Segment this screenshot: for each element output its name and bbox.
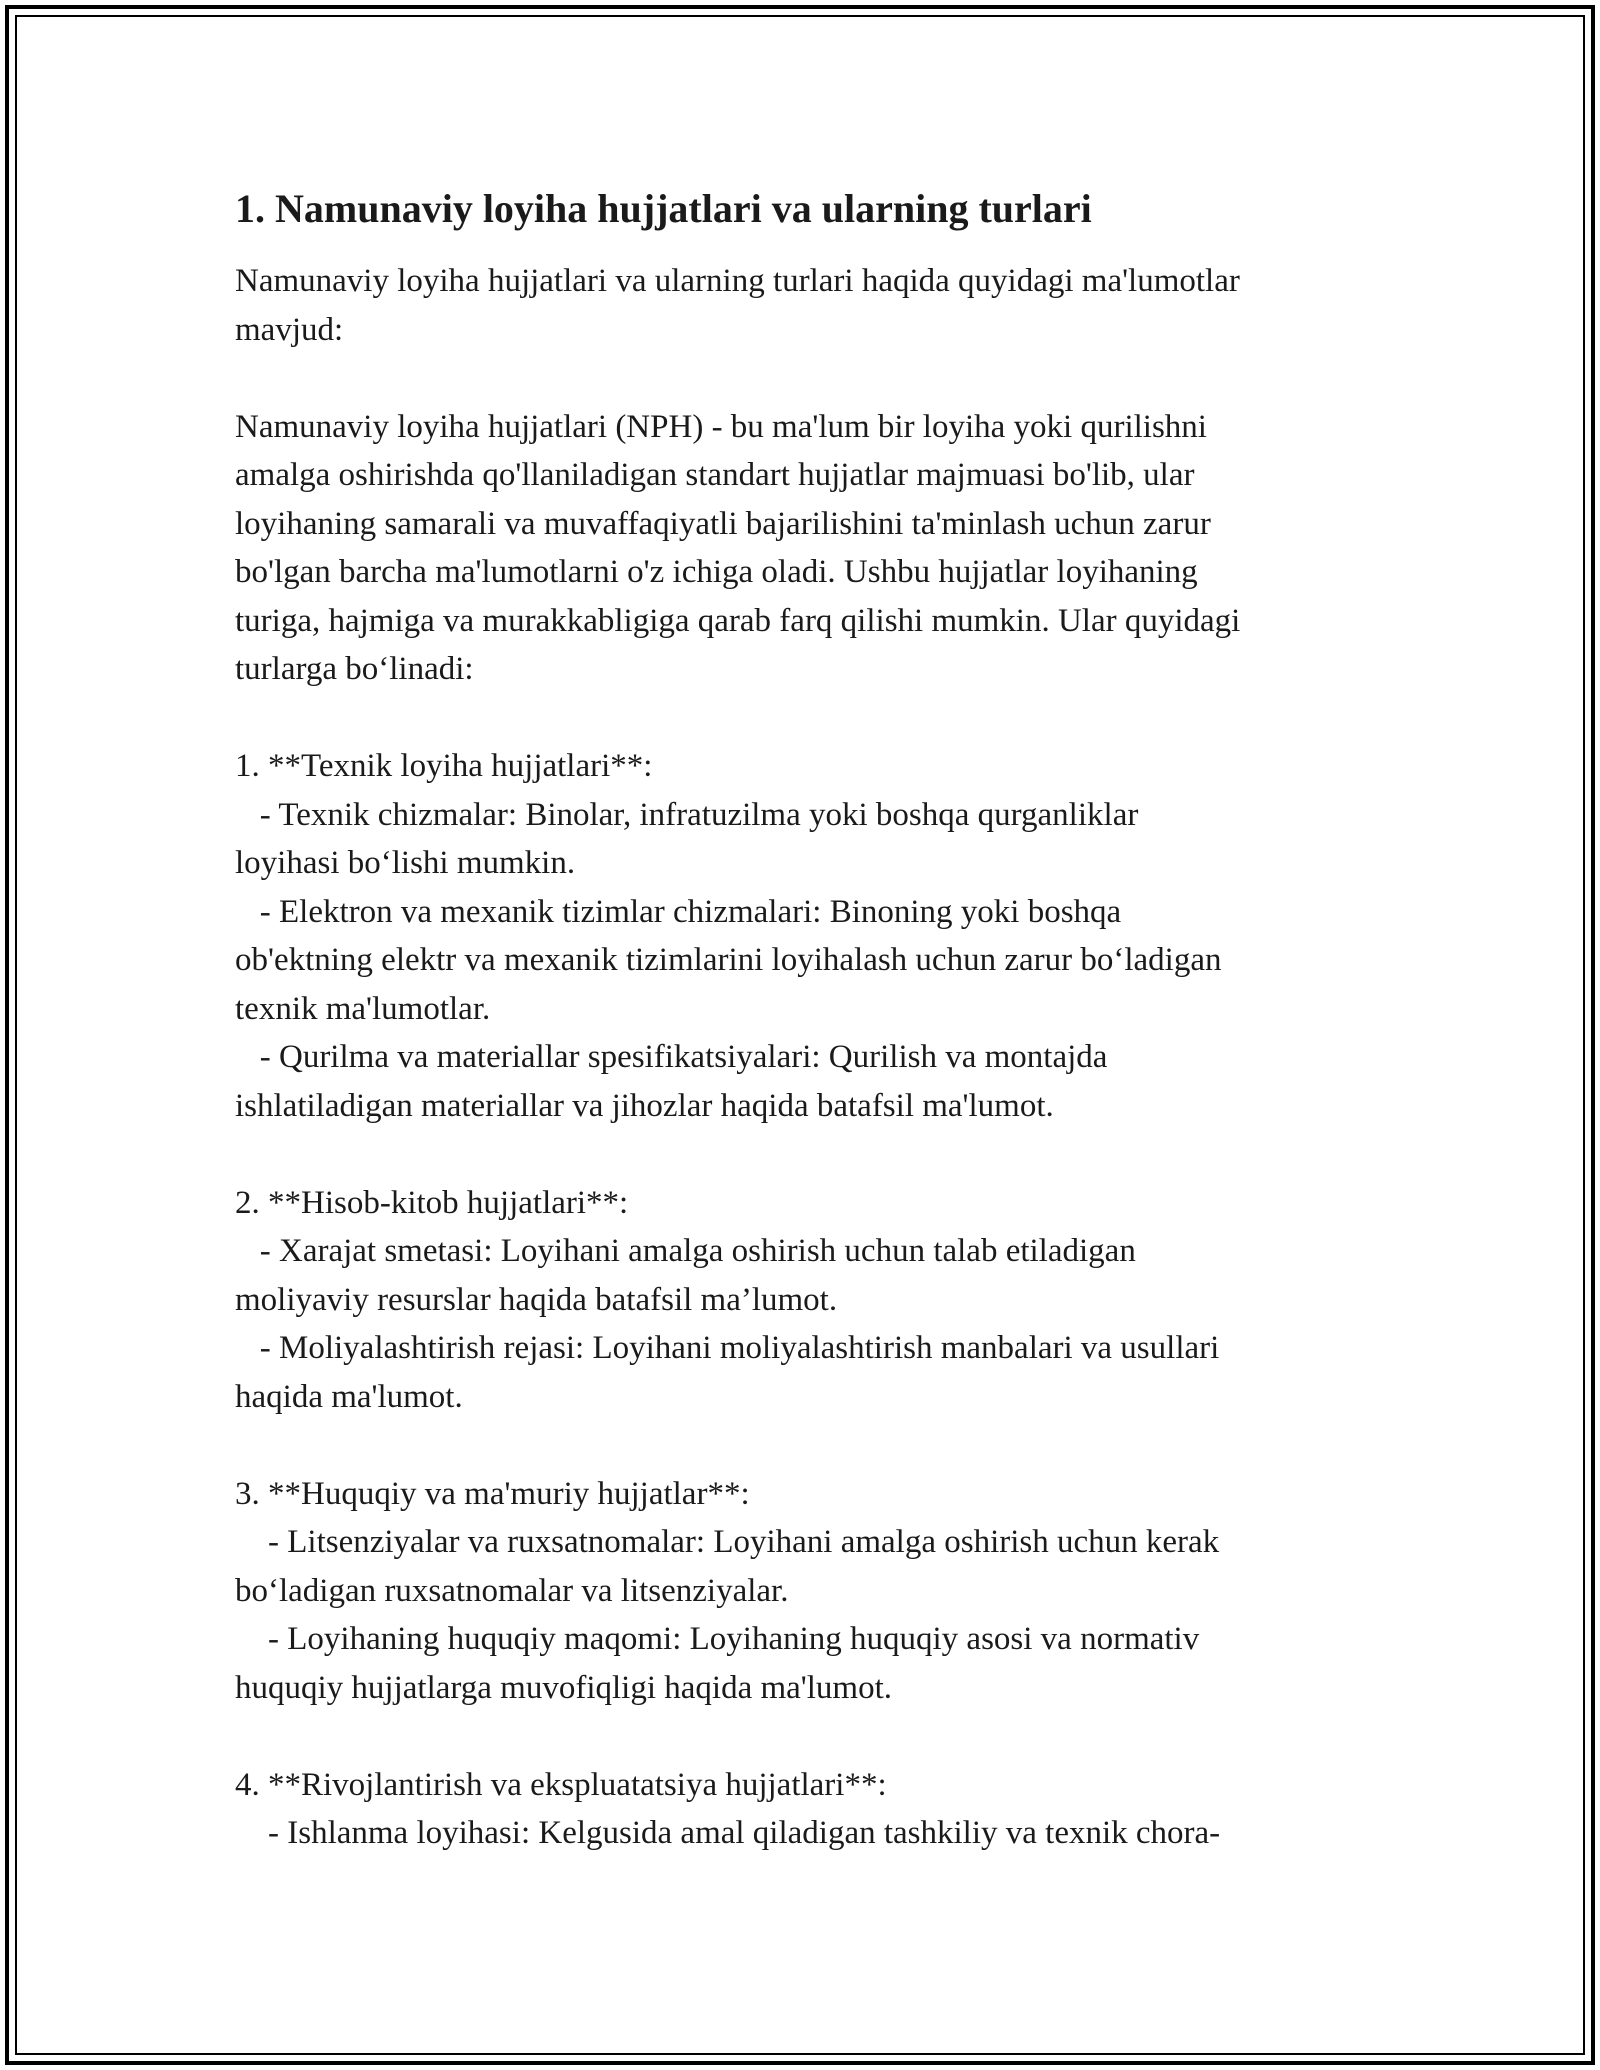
text-line: huquqiy hujjatlarga muvofiqligi haqida ma'lumot. [235,1669,892,1706]
text-line: 4. **Rivojlantirish va ekspluatatsiya hujjatlari**: [235,1766,887,1803]
paragraph-list [235,257,1365,1858]
text-line: - Litsenziyalar va ruxsatnomalar: Loyihani amalga oshirish uchun kerak [235,1524,1220,1560]
document-body [235,185,1365,1906]
text-line: ishlatiladigan materiallar va jihozlar haqida batafsil ma'lumot. [235,1087,1054,1124]
text-line: - Elektron va mexanik tizimlar chizmalari: Binoning yoki boshqa [235,893,1122,930]
text-line: - Texnik chizmalar: Binolar, infratuzilma yoki boshqa qurganliklar [235,796,1139,833]
text-line: turlarga bo‘linadi: [235,651,474,687]
text-line: mavjud: [235,311,344,348]
text-line: haqida ma'lumot. [235,1378,463,1415]
paragraph [235,257,1365,354]
text-line: bo‘ladigan ruxsatnomalar va litsenziyalar. [235,1572,789,1609]
paragraph [235,1761,1365,1858]
text-line: loyihasi bo‘lishi mumkin. [235,845,576,881]
text-line: Namunaviy loyiha hujjatlari (NPH) - bu ma'lum bir loyiha yoki qurilishni [235,408,1207,445]
text-line: 3. **Huquqiy va ma'muriy hujjatlar**: [235,1475,750,1512]
text-line: ob'ektning elektr va mexanik tizimlarini loyihalash uchun zarur bo‘ladigan [235,942,1222,978]
text-line: moliyaviy resurslar haqida batafsil ma’lumot. [235,1281,838,1318]
text-line: - Ishlanma loyihasi: Kelgusida amal qiladigan tashkiliy va texnik chora- [235,1815,1221,1851]
text-line: - Xarajat smetasi: Loyihani amalga oshirish uchun talab etiladigan [235,1233,1136,1269]
text-line: loyihaning samarali va muvaffaqiyatli bajarilishini ta'minlash uchun zarur [235,505,1211,542]
text-line: 1. **Texnik loyiha hujjatlari**: [235,748,653,784]
text-line: bo'lgan barcha ma'lumotlarni o'z ichiga oladi. Ushbu hujjatlar loyihaning [235,554,1198,590]
paragraph [235,403,1365,694]
text-line: amalga oshirishda qo'llaniladigan standart hujjatlar majmuasi bo'lib, ular [235,457,1195,493]
paragraph [235,1470,1365,1713]
text-line: - Qurilma va materiallar spesifikatsiyalari: Qurilish va montajda [235,1039,1108,1075]
document-title: 1. Namunaviy loyiha hujjatlari va ularning turlari [235,186,1092,231]
text-line: turiga, hajmiga va murakkabligiga qarab farq qilishi mumkin. Ular quyidagi [235,602,1241,639]
paragraph [235,742,1365,1130]
paragraph [235,1179,1365,1422]
text-line: - Moliyalashtirish rejasi: Loyihani moliyalashtirish manbalari va usullari [235,1330,1220,1366]
text-line: texnik ma'lumotlar. [235,990,491,1027]
text-line: 2. **Hisob-kitob hujjatlari**: [235,1184,629,1221]
text-line: - Loyihaning huquqiy maqomi: Loyihaning huquqiy asosi va normativ [235,1621,1200,1657]
text-line: Namunaviy loyiha hujjatlari va ularning turlari haqida quyidagi ma'lumotlar [235,263,1240,299]
